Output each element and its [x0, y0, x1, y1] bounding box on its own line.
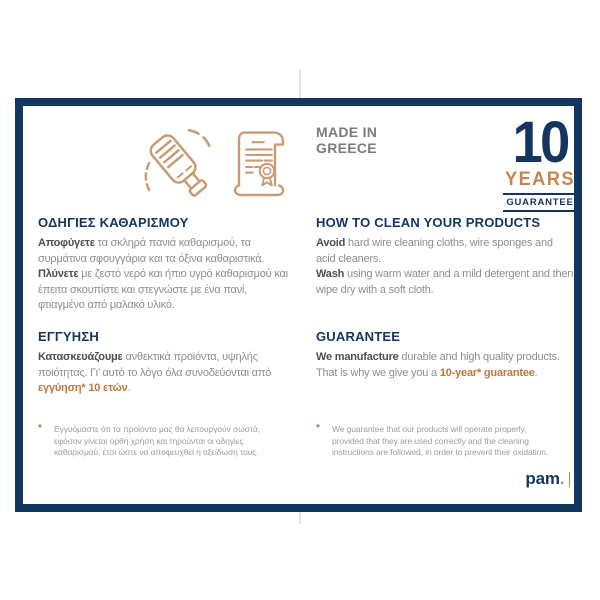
footnote-line: καθαρισμού, έτσι ώστε να αποφευχθεί η οξείδωση τους. [54, 447, 259, 457]
section-guarantee-english [316, 329, 574, 381]
footnote-line: We guarantee that our products will operate properly, [332, 424, 527, 434]
guarantee-heading-greek: ΕΓΓΥΗΣΗ [38, 329, 99, 344]
certificate-scroll-icon [227, 122, 291, 204]
guarantee-bold-greek: Κατασκευάζουμε [38, 351, 123, 363]
clean-avoid-paragraph-greek [38, 236, 296, 267]
clean-heading-greek: ΟΔΗΓΙΕΣ ΚΑΘΑΡΙΣΜΟΥ [38, 215, 189, 230]
avoid-word-english: Avoid [316, 237, 346, 249]
guarantee-paragraph-greek [38, 350, 296, 397]
guarantee-period-english: . [534, 366, 538, 379]
asterisk-mark-greek: * [38, 423, 42, 434]
made-in-line1: MADE IN [316, 124, 378, 140]
made-in-greece-label [316, 124, 377, 156]
wash-text-english: using warm water and a mild detergent and then wipe dry with a soft cloth. [316, 268, 574, 296]
care-instructions-card [15, 98, 582, 512]
avoid-text-english: hard wire cleaning cloths, wire sponges and acid cleaners. [316, 237, 553, 265]
guarantee-text-english: durable and high quality products. That is why we give you a [316, 351, 560, 379]
guarantee-text-greek: ανθεκτικά προϊόντα, υψηλής ποιότητας. Γι’ αυτό το λόγο όλα συνοδεύονται από [38, 351, 272, 379]
pam-logo [525, 470, 570, 488]
section-guarantee-greek [38, 329, 296, 397]
badge-guarantee-label: GUARANTEE [503, 193, 577, 212]
section-clean-greek [38, 215, 296, 314]
avoid-word-greek: Αποφύγετε [38, 237, 95, 249]
pam-logo-text: pam [525, 469, 560, 488]
card-inner [23, 106, 574, 504]
guarantee-highlight-greek: εγγύηση* 10 ετών [38, 382, 128, 394]
guarantee-paragraph-english [316, 350, 574, 381]
guarantee-period-greek: . [127, 382, 131, 394]
wash-word-greek: Πλύνετε [38, 268, 79, 280]
footnote-lines-english [332, 424, 576, 459]
guarantee-bold-english: We manufacture [316, 351, 399, 363]
cleaning-cloth-hand-icon [139, 122, 217, 204]
pam-logo-bar-icon [569, 472, 571, 487]
guarantee-badge [503, 110, 577, 212]
clean-avoid-paragraph-english [316, 236, 574, 267]
wash-text-greek: με ζεστό νερό και ήπιο υγρό καθαρισμού και έπειτα σκουπίστε και στεγνώστε με ένα πανί, φτιαγμένο από μαλακό υλικό. [38, 268, 288, 311]
footnote-lines-greek [54, 424, 270, 459]
badge-years-label: YEARS [504, 169, 576, 190]
clean-wash-paragraph-greek [38, 267, 296, 314]
footnote-line: instructions are followed, in order to prevent their oxidation. [332, 447, 549, 457]
guarantee-heading-english: GUARANTEE [316, 329, 401, 344]
made-in-line2: GREECE [316, 140, 377, 156]
avoid-text-greek: τα σκληρά πανιά καθαρισμού, τα συρμάτινα σφουγγάρια και τα όξινα καθαριστικά. [38, 237, 265, 265]
clean-wash-paragraph-english [316, 267, 574, 298]
footnote-line: provided that they are used correctly and the cleaning [332, 435, 529, 446]
footnote-line: εφόσον γίνεται ορθή χρήση και τηρούνται οι οδηγίες [54, 435, 244, 446]
footnote-greek [38, 424, 270, 459]
section-clean-english [316, 215, 574, 298]
badge-number: 10 [512, 110, 568, 175]
pam-logo-dot: . [559, 469, 565, 488]
guarantee-highlight-english: 10-year* guarantee [439, 366, 535, 379]
asterisk-mark-english: * [316, 423, 320, 434]
clean-heading-english: HOW TO CLEAN YOUR PRODUCTS [316, 215, 541, 230]
footnote-line: Εγγυόμαστε ότι τα προϊόντα μας θα λειτουργούν σωστά, [54, 424, 260, 434]
footnote-english [316, 424, 576, 459]
header-icons [139, 122, 291, 204]
wash-word-english: Wash [316, 268, 345, 280]
